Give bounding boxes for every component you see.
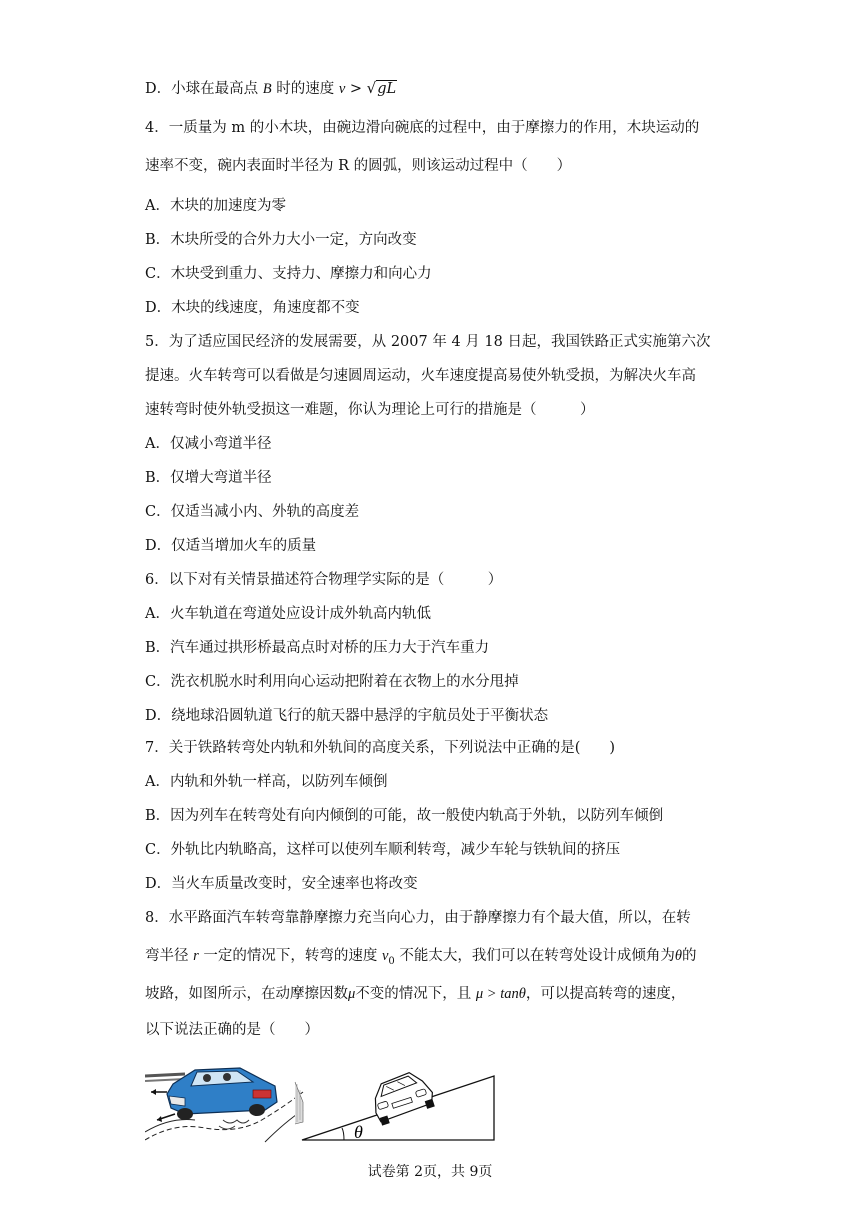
q7-stem: 7．关于铁路转弯处内轨和外轨间的高度关系，下列说法中正确的是( ) (145, 740, 616, 756)
q4-option-b: B．木块所受的合外力大小一定，方向改变 (145, 232, 417, 248)
q6-option-c: C．洗衣机脱水时利用向心运动把附着在衣物上的水分甩掉 (145, 674, 519, 690)
var-v: v (338, 81, 346, 97)
var-b: B (262, 81, 272, 97)
theta-label: θ (354, 1122, 363, 1142)
q5-stem-line2: 提速。火车转弯可以看做是匀速圆周运动，火车速度提高易使外轨受损，为解决火车高 (145, 368, 696, 384)
q5-stem-line3: 速转弯时使外轨受损这一难题，你认为理论上可行的措施是（ ） (145, 402, 595, 418)
q4-option-d: D．木块的线速度，角速度都不变 (145, 300, 360, 316)
incline-car-figure (298, 1062, 500, 1144)
var-r: r (193, 948, 199, 964)
q6-option-d: D．绕地球沿圆轨道飞行的航天器中悬浮的宇航员处于平衡状态 (145, 708, 549, 724)
q6-option-a: A．火车轨道在弯道处应设计成外轨高内轨低 (145, 606, 431, 622)
page-footer: 试卷第 2页，共 9页 (367, 1164, 493, 1180)
q5-stem-line1: 5．为了适应国民经济的发展需要，从 2007 年 4 月 18 日起，我国铁路正式实施第六次 (145, 334, 711, 350)
q4-stem-line1: 4．一质量为 m 的小木块，由碗边滑向碗底的过程中，由于摩擦力的作用，木块运动的 (145, 120, 700, 136)
q5-option-d: D．仅适当增加火车的质量 (145, 538, 317, 554)
q8-stem-line1: 8．水平路面汽车转弯靠静摩擦力充当向心力，由于静摩擦力有个最大值，所以，在转 (145, 910, 691, 926)
q5-option-c: C．仅适当减小内、外轨的高度差 (145, 504, 360, 520)
q8-stem-line4: 以下说法正确的是（ ） (145, 1022, 319, 1038)
q5-option-a: A．仅减小弯道半径 (145, 436, 272, 452)
q3-option-d: D．小球在最高点 B 时的速度 v > √gL (145, 79, 397, 97)
q4-option-a: A．木块的加速度为零 (145, 198, 286, 214)
var-theta: θ (674, 948, 683, 964)
q6-stem: 6．以下对有关情景描述符合物理学实际的是（ ） (145, 572, 503, 588)
q8-stem-line2: 弯半径 r 一定的情况下，转弯的速度 $v_0$ 不能太大，我们可以在转弯处设计成倾角为θ的 (145, 948, 697, 967)
var-mu: μ (348, 986, 356, 1002)
q6-option-b: B．汽车通过拱形桥最高点时对桥的压力大于汽车重力 (145, 640, 490, 656)
q5-option-b: B．仅增大弯道半径 (145, 470, 272, 486)
inequality-mu-tan-theta: μ > tanθ (475, 986, 526, 1002)
var-v0: v (381, 948, 389, 964)
q7-option-d: D．当火车质量改变时，安全速率也将改变 (145, 876, 418, 892)
q4-stem-line2: 速率不变，碗内表面时半径为 R 的圆弧，则该运动过程中（ ） (145, 158, 572, 174)
q7-option-c: C．外轨比内轨略高，这样可以使列车顺利转弯，减少车轮与铁轨间的挤压 (145, 842, 621, 858)
q4-option-c: C．木块受到重力、支持力、摩擦力和向心力 (145, 266, 432, 282)
car-turning-figure (145, 1062, 305, 1144)
q7-option-a: A．内轨和外轨一样高，以防列车倾倒 (145, 774, 388, 790)
q8-stem-line3: 坡路，如图所示，在动摩擦因数μ不变的情况下，且 μ > tanθ，可以提高转弯的速度， (145, 986, 686, 1002)
q7-option-b: B．因为列车在转弯处有向内倾倒的可能，故一般使内轨高于外轨，以防列车倾倒 (145, 808, 664, 824)
sqrt-gl: √gL (366, 79, 397, 97)
